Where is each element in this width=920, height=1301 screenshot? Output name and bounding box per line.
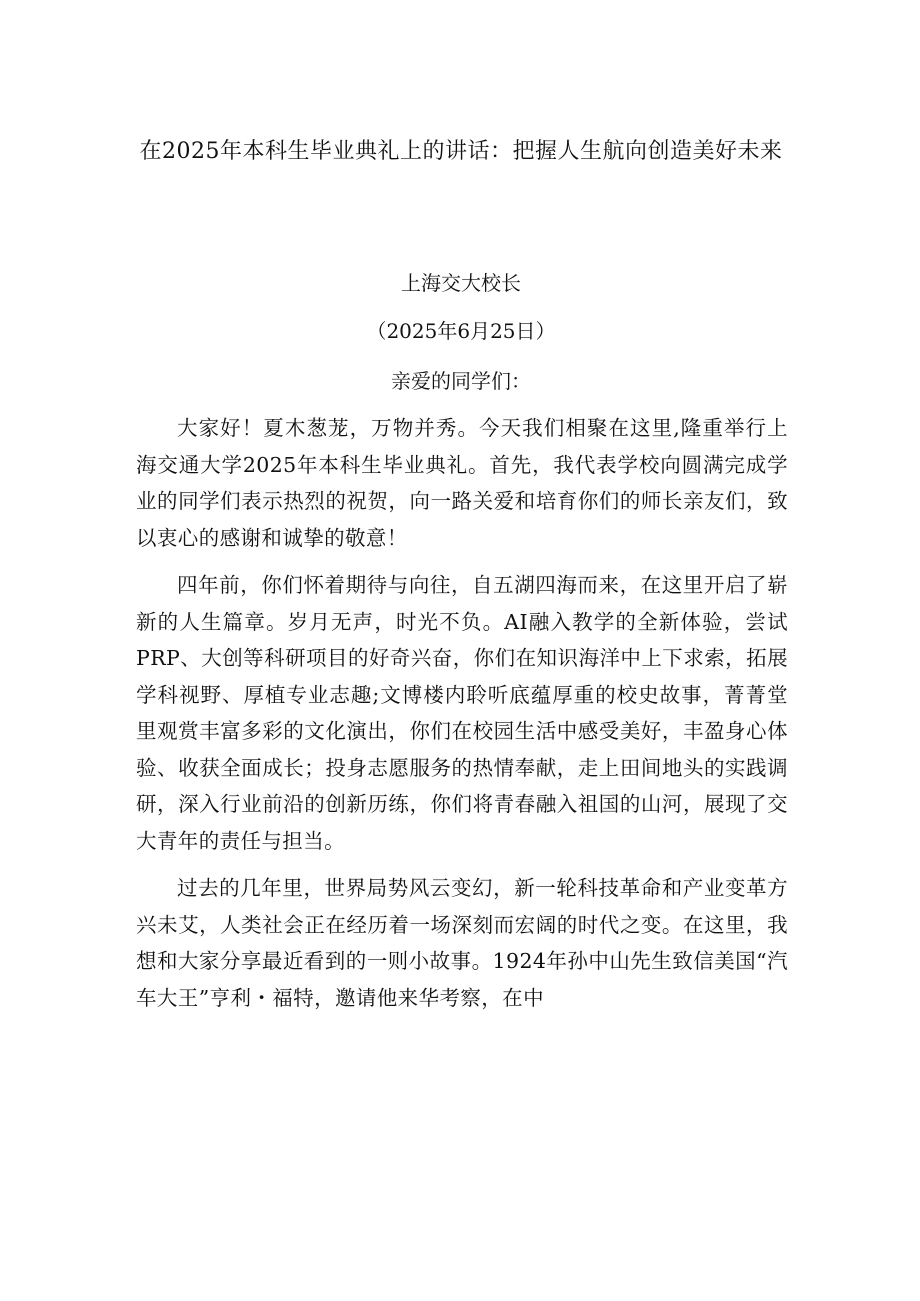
date-line: （2025年6月25日）	[366, 319, 556, 343]
paragraph-3: 过去的几年里，世界局势风云变幻，新一轮科技革命和产业变革方兴未艾，人类社会正在经历着一场深刻而宏阔的时代之变。在这里，我想和大家分享最近看到的一则小故事。1924年孙中山先生致信美国“汽车大王”亨利・福特，邀请他来华考察，在中	[136, 876, 788, 1010]
paragraph-2: 四年前，你们怀着期待与向往，自五湖四海而来，在这里开启了崭新的人生篇章。岁月无声，时光不负。AI融入教学的全新体验，尝试PRP、大创等科研项目的好奇兴奋，你们在知识海洋中上下求索，拓展学科视野、厚植专业志趣;文博楼内聆听底蕴厚重的校史故事，菁菁堂里观赏丰富多彩的文化演出，你们在校园生活中感受美好，丰盈身心体验、收获全面成长；投身志愿服务的热情奉献，走上田间地头的实践调研，深入行业前沿的创新历练，你们将青春融入祖国的山河，展现了交大青年的责任与担当。	[136, 573, 788, 853]
paragraph-1: 大家好！夏木葱茏，万物并秀。今天我们相聚在这里,隆重举行上海交通大学2025年本科生毕业典礼。首先，我代表学校向圆满完成学业的同学们表示热烈的祝贺，向一路关爱和培育你们的师长亲友们，致以衷心的感谢和诚挚的敬意！	[136, 416, 788, 550]
author-line: 上海交大校长	[401, 271, 521, 295]
greeting-line: 亲爱的同学们：	[391, 369, 531, 393]
body-text	[136, 410, 788, 1027]
document-title: 在2025年本科生毕业典礼上的讲话：把握人生航向创造美好未来	[139, 139, 783, 164]
